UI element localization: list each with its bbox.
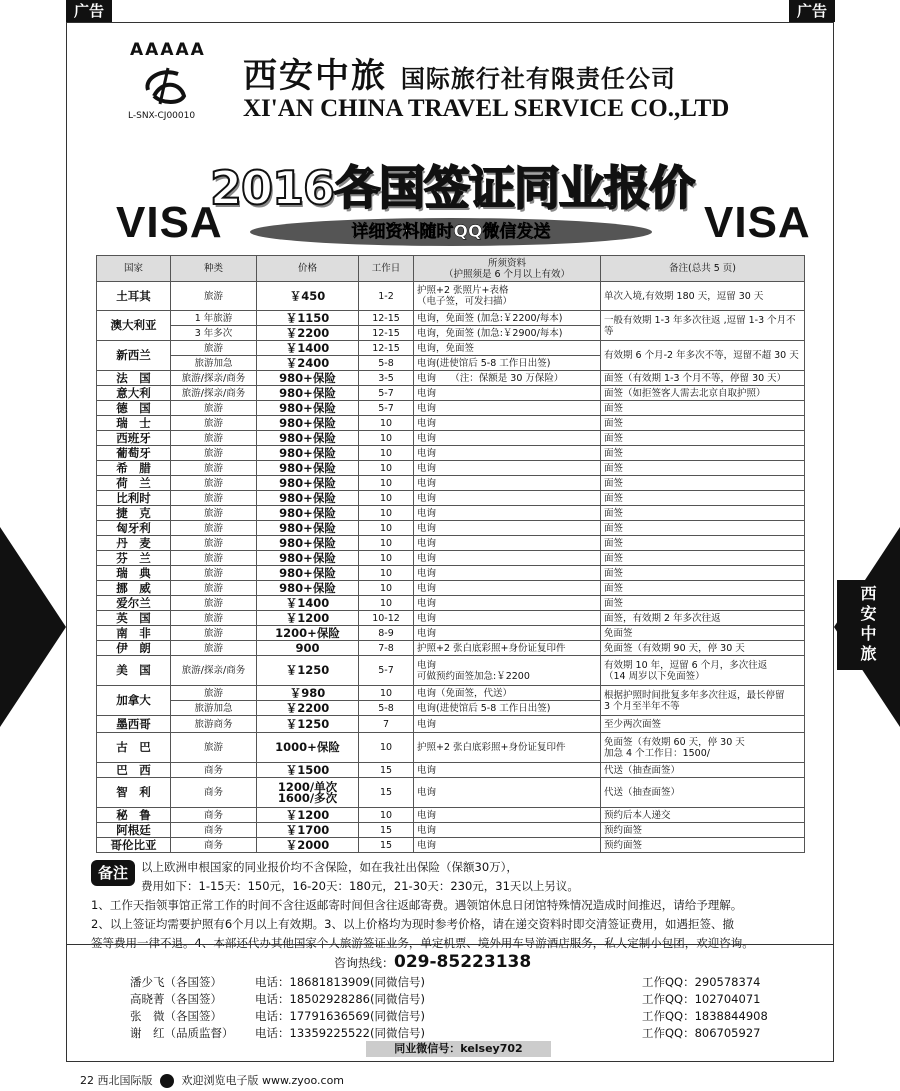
cell-kind: 旅游 bbox=[171, 611, 257, 626]
cell-note: 面签 bbox=[601, 506, 805, 521]
table-row bbox=[97, 401, 805, 416]
note-line: 费用如下：1-15天：150元，16-20天：180元，21-30天：230元，31天以上另议。 bbox=[141, 879, 579, 893]
cell-note: 面签，有效期 2 年多次往返 bbox=[601, 611, 805, 626]
cell-country: 智 利 bbox=[97, 778, 171, 808]
cell-days: 10 bbox=[359, 446, 414, 461]
cell-note: 免面签 bbox=[601, 626, 805, 641]
cell-note: 面签 bbox=[601, 476, 805, 491]
company-name-en: XI'AN CHINA TRAVEL SERVICE CO.,LTD bbox=[243, 95, 730, 122]
cell-country: 捷 克 bbox=[97, 506, 171, 521]
page-title: 2016各国签证同业报价 bbox=[210, 161, 695, 215]
cell-days: 3-5 bbox=[359, 371, 414, 386]
table-row bbox=[97, 838, 805, 853]
cell-price: 980+保险 bbox=[257, 431, 359, 446]
cell-kind: 旅游 bbox=[171, 341, 257, 356]
cell-docs: 电询 bbox=[414, 626, 601, 641]
cell-country: 新西兰 bbox=[97, 341, 171, 371]
cell-days: 10 bbox=[359, 581, 414, 596]
ribbon-text: 详细资料随时QQ微信发送 bbox=[351, 222, 551, 242]
table-row bbox=[97, 506, 805, 521]
cell-country: 丹 麦 bbox=[97, 536, 171, 551]
contact-phone[interactable]: 电话：18502928286(同微信号) bbox=[255, 992, 425, 1006]
hotline-label: 咨询热线： bbox=[334, 956, 395, 970]
cell-docs: 电询（免面签，代送） bbox=[414, 686, 601, 701]
cell-price: ￥1150 bbox=[257, 311, 359, 326]
cell-kind: 旅游 bbox=[171, 431, 257, 446]
table-row bbox=[97, 371, 805, 386]
cell-note: 有效期 10 年，逗留 6 个月，多次往返 （14 周岁以下免面签） bbox=[601, 656, 805, 686]
cell-docs: 电询 bbox=[414, 416, 601, 431]
cell-kind: 旅游 bbox=[171, 733, 257, 763]
cell-country: 古 巴 bbox=[97, 733, 171, 763]
cell-country: 荷 兰 bbox=[97, 476, 171, 491]
cell-days: 10 bbox=[359, 808, 414, 823]
cell-days: 5-8 bbox=[359, 356, 414, 371]
cell-days: 10 bbox=[359, 506, 414, 521]
cell-days: 8-9 bbox=[359, 626, 414, 641]
company-name-sub: 国际旅行社有限责任公司 bbox=[400, 64, 676, 93]
cell-docs: 电询 bbox=[414, 808, 601, 823]
contact-name: 高晓菁（各国签） bbox=[130, 992, 222, 1006]
cell-price: 980+保险 bbox=[257, 416, 359, 431]
cell-docs: 电询，免面签 (加急:￥2900/每本) bbox=[414, 326, 601, 341]
cell-country: 西班牙 bbox=[97, 431, 171, 446]
cell-price: ￥2400 bbox=[257, 356, 359, 371]
cell-kind: 旅游加急 bbox=[171, 701, 257, 716]
contact-qq: 工作QQ：1838844908 bbox=[642, 1009, 768, 1023]
cell-kind: 旅游 bbox=[171, 416, 257, 431]
cell-country: 德 国 bbox=[97, 401, 171, 416]
cell-note: 免面签（有效期 90 天，停 30 天 bbox=[601, 641, 805, 656]
visa-price-table bbox=[96, 255, 805, 853]
cell-country: 加拿大 bbox=[97, 686, 171, 716]
notes-section bbox=[91, 858, 821, 953]
cell-note: 面签 bbox=[601, 461, 805, 476]
cell-docs: 电询 bbox=[414, 521, 601, 536]
cell-note: 面签 bbox=[601, 416, 805, 431]
cell-price: ￥1250 bbox=[257, 716, 359, 733]
header-price: 价格 bbox=[257, 256, 359, 282]
note-line: 以上欧洲申根国家的同业报价均不含保险，如在我社出保险（保额30万）， bbox=[141, 860, 518, 874]
cell-country: 墨西哥 bbox=[97, 716, 171, 733]
cell-kind: 旅游 bbox=[171, 446, 257, 461]
company-name-cn bbox=[243, 48, 676, 97]
cell-kind: 旅游/探亲/商务 bbox=[171, 371, 257, 386]
cell-kind: 商务 bbox=[171, 823, 257, 838]
cell-note: 一般有效期 1-3 年多次往返 ,逗留 1-3 个月不等 bbox=[601, 311, 805, 341]
cell-price: ￥450 bbox=[257, 282, 359, 311]
cell-docs: 电询 bbox=[414, 596, 601, 611]
cell-price: 1000+保险 bbox=[257, 733, 359, 763]
footer-url[interactable]: www.zyoo.com bbox=[262, 1074, 345, 1087]
table-row bbox=[97, 808, 805, 823]
cell-country: 爱尔兰 bbox=[97, 596, 171, 611]
cell-price: 980+保险 bbox=[257, 371, 359, 386]
table-row bbox=[97, 566, 805, 581]
cell-kind: 旅游 bbox=[171, 626, 257, 641]
cell-note: 预约面签 bbox=[601, 838, 805, 853]
cell-country: 阿根廷 bbox=[97, 823, 171, 838]
cell-country: 法 国 bbox=[97, 371, 171, 386]
cell-note: 至少两次面签 bbox=[601, 716, 805, 733]
cell-kind: 旅游 bbox=[171, 282, 257, 311]
contact-list bbox=[130, 974, 790, 1042]
cell-note: 面签 bbox=[601, 596, 805, 611]
cell-country: 哥伦比亚 bbox=[97, 838, 171, 853]
page-footer bbox=[80, 1072, 344, 1088]
cell-price: 1200+保险 bbox=[257, 626, 359, 641]
cell-docs: 电询 bbox=[414, 581, 601, 596]
cell-kind: 旅游 bbox=[171, 581, 257, 596]
cell-note: 代送（抽查面签） bbox=[601, 763, 805, 778]
side-label-char: 安 bbox=[860, 604, 877, 623]
contact-name: 谢 红（品质监督） bbox=[130, 1026, 234, 1040]
cell-docs: 电询 bbox=[414, 476, 601, 491]
cell-price: 980+保险 bbox=[257, 491, 359, 506]
cell-docs: 电询 bbox=[414, 778, 601, 808]
table-row bbox=[97, 656, 805, 686]
cell-kind: 商务 bbox=[171, 808, 257, 823]
table-row bbox=[97, 686, 805, 701]
cell-docs: 电询 bbox=[414, 446, 601, 461]
cell-price: 980+保险 bbox=[257, 386, 359, 401]
cell-kind: 旅游 bbox=[171, 521, 257, 536]
cell-price: 900 bbox=[257, 641, 359, 656]
table-row bbox=[97, 282, 805, 311]
cell-note: 面签 bbox=[601, 551, 805, 566]
company-logo-icon bbox=[140, 60, 190, 108]
side-label-char: 中 bbox=[860, 624, 877, 643]
cell-days: 10-12 bbox=[359, 611, 414, 626]
cell-country: 意大利 bbox=[97, 386, 171, 401]
cell-note: 面签 bbox=[601, 566, 805, 581]
cell-country: 匈牙利 bbox=[97, 521, 171, 536]
table-header-row bbox=[97, 256, 805, 282]
cell-docs: 电询 bbox=[414, 838, 601, 853]
cell-docs: 电询 bbox=[414, 461, 601, 476]
cell-country: 希 腊 bbox=[97, 461, 171, 476]
cell-note: 代送（抽查面签） bbox=[601, 778, 805, 808]
cell-days: 5-7 bbox=[359, 386, 414, 401]
contact-row bbox=[130, 974, 790, 991]
cell-docs: 电询，免面签 (加急:￥2200/每本) bbox=[414, 311, 601, 326]
contact-row bbox=[130, 1025, 790, 1042]
note-line: 2、以上签证均需要护照有6个月以上有效期。3、以上价格均为现时参考价格，请在递交资料时即交清签证费用，如遇拒签、撤 bbox=[91, 917, 734, 931]
cell-price: ￥1500 bbox=[257, 763, 359, 778]
cell-kind: 旅游 bbox=[171, 686, 257, 701]
logo-rating: AAAAA bbox=[130, 40, 206, 60]
table-row bbox=[97, 461, 805, 476]
cell-kind: 3 年多次 bbox=[171, 326, 257, 341]
table-body bbox=[97, 282, 805, 853]
cell-docs: 电询(进使馆后 5-8 工作日出签) bbox=[414, 356, 601, 371]
contact-row bbox=[130, 1008, 790, 1025]
cell-price: 1200/单次 1600/多次 bbox=[257, 778, 359, 808]
cell-price: ￥1250 bbox=[257, 656, 359, 686]
cell-country: 秘 鲁 bbox=[97, 808, 171, 823]
cell-docs: 电询 bbox=[414, 763, 601, 778]
side-label-char: 西 bbox=[860, 584, 877, 603]
cell-country: 比利时 bbox=[97, 491, 171, 506]
cell-kind: 旅游 bbox=[171, 596, 257, 611]
divider bbox=[66, 944, 834, 945]
contact-name: 潘少飞（各国签） bbox=[130, 975, 222, 989]
table-row bbox=[97, 431, 805, 446]
contact-phone[interactable]: 电话：18681813909(同微信号) bbox=[255, 975, 425, 989]
table-row bbox=[97, 581, 805, 596]
cell-days: 10 bbox=[359, 733, 414, 763]
table-row bbox=[97, 626, 805, 641]
cell-note: 面签 bbox=[601, 401, 805, 416]
cell-days: 10 bbox=[359, 596, 414, 611]
cell-docs: 电询 bbox=[414, 491, 601, 506]
cell-days: 12-15 bbox=[359, 341, 414, 356]
cell-price: 980+保险 bbox=[257, 476, 359, 491]
cell-days: 10 bbox=[359, 521, 414, 536]
table-row bbox=[97, 763, 805, 778]
cell-kind: 旅游 bbox=[171, 401, 257, 416]
contact-name: 张 微（各国签） bbox=[130, 1009, 222, 1023]
cell-docs: 电询 bbox=[414, 611, 601, 626]
cell-kind: 旅游 bbox=[171, 536, 257, 551]
cell-kind: 旅游 bbox=[171, 566, 257, 581]
cell-price: 980+保险 bbox=[257, 401, 359, 416]
cell-days: 1-2 bbox=[359, 282, 414, 311]
cell-price: ￥1200 bbox=[257, 808, 359, 823]
notes-badge: 备注 bbox=[91, 860, 135, 886]
cell-days: 10 bbox=[359, 491, 414, 506]
cell-country: 瑞 士 bbox=[97, 416, 171, 431]
cell-country: 巴 西 bbox=[97, 763, 171, 778]
contact-row bbox=[130, 991, 790, 1008]
cell-country: 澳大利亚 bbox=[97, 311, 171, 341]
cell-price: ￥2200 bbox=[257, 701, 359, 716]
cell-price: 980+保险 bbox=[257, 536, 359, 551]
cell-docs: 电询 bbox=[414, 401, 601, 416]
header-kind: 种类 bbox=[171, 256, 257, 282]
hotline-number[interactable]: 029-85223138 bbox=[394, 952, 532, 972]
cell-days: 15 bbox=[359, 823, 414, 838]
cell-docs: 电询 bbox=[414, 823, 601, 838]
cell-note: 单次入境,有效期 180 天，逗留 30 天 bbox=[601, 282, 805, 311]
header-days: 工作日 bbox=[359, 256, 414, 282]
cell-price: 980+保险 bbox=[257, 521, 359, 536]
cell-country: 伊 朗 bbox=[97, 641, 171, 656]
cell-price: ￥1700 bbox=[257, 823, 359, 838]
cell-days: 10 bbox=[359, 551, 414, 566]
cell-docs: 电询，免面签 bbox=[414, 341, 601, 356]
cell-note: 面签 bbox=[601, 581, 805, 596]
cell-days: 10 bbox=[359, 566, 414, 581]
note-line: 1、工作天指领事馆正常工作的时间不含往返邮寄时间但含往返邮寄费。遇领馆休息日闭馆特殊情况造成时间推迟，请给予理解。 bbox=[91, 898, 743, 912]
cell-days: 10 bbox=[359, 416, 414, 431]
left-side-decoration bbox=[0, 527, 66, 727]
cell-kind: 旅游 bbox=[171, 461, 257, 476]
table-row bbox=[97, 521, 805, 536]
cell-country: 美 国 bbox=[97, 656, 171, 686]
cell-note: 有效期 6 个月-2 年多次不等，逗留不超 30 天 bbox=[601, 341, 805, 371]
company-name-main: 西安中旅 bbox=[243, 56, 387, 96]
cell-kind: 旅游 bbox=[171, 491, 257, 506]
table-row bbox=[97, 641, 805, 656]
cell-docs: 电询 bbox=[414, 551, 601, 566]
license-code: L-SNX-CJ00010 bbox=[128, 111, 196, 121]
cell-kind: 旅游加急 bbox=[171, 356, 257, 371]
cell-kind: 旅游商务 bbox=[171, 716, 257, 733]
cell-kind: 旅游/探亲/商务 bbox=[171, 386, 257, 401]
cell-price: 980+保险 bbox=[257, 566, 359, 581]
cell-note: 面签 bbox=[601, 431, 805, 446]
cell-price: ￥980 bbox=[257, 686, 359, 701]
cell-docs: 电询 bbox=[414, 716, 601, 733]
cell-docs: 电询 bbox=[414, 566, 601, 581]
cell-days: 10 bbox=[359, 476, 414, 491]
table-row bbox=[97, 311, 805, 326]
cell-country: 南 非 bbox=[97, 626, 171, 641]
cell-days: 10 bbox=[359, 461, 414, 476]
table-row bbox=[97, 491, 805, 506]
cell-price: ￥1200 bbox=[257, 611, 359, 626]
cell-country: 葡萄牙 bbox=[97, 446, 171, 461]
cell-kind: 旅游 bbox=[171, 506, 257, 521]
cell-days: 5-7 bbox=[359, 656, 414, 686]
table-row bbox=[97, 386, 805, 401]
contact-qq: 工作QQ：290578374 bbox=[642, 975, 761, 989]
cell-days: 15 bbox=[359, 838, 414, 853]
wechat-id: 同业微信号：kelsey702 bbox=[366, 1041, 551, 1057]
page-number: 22 bbox=[80, 1074, 94, 1087]
cell-country: 土耳其 bbox=[97, 282, 171, 311]
cell-days: 10 bbox=[359, 686, 414, 701]
ad-label-right: 广告 bbox=[789, 0, 835, 22]
contact-phone[interactable]: 电话：13359225522(同微信号) bbox=[255, 1026, 425, 1040]
cell-price: ￥2200 bbox=[257, 326, 359, 341]
cell-note: 面签 bbox=[601, 536, 805, 551]
cell-price: 980+保险 bbox=[257, 461, 359, 476]
cell-days: 10 bbox=[359, 431, 414, 446]
cell-days: 7-8 bbox=[359, 641, 414, 656]
cell-kind: 旅游 bbox=[171, 551, 257, 566]
cell-note: 面签 bbox=[601, 521, 805, 536]
cell-days: 5-7 bbox=[359, 401, 414, 416]
cell-kind: 旅游 bbox=[171, 476, 257, 491]
cell-price: ￥1400 bbox=[257, 341, 359, 356]
cell-kind: 商务 bbox=[171, 778, 257, 808]
table-row bbox=[97, 596, 805, 611]
cell-note: 预约后本人递交 bbox=[601, 808, 805, 823]
cell-docs: 电询 bbox=[414, 431, 601, 446]
cell-days: 7 bbox=[359, 716, 414, 733]
cell-price: 980+保险 bbox=[257, 446, 359, 461]
cell-docs: 电询 bbox=[414, 536, 601, 551]
cell-days: 5-8 bbox=[359, 701, 414, 716]
table-row bbox=[97, 778, 805, 808]
header-country: 国家 bbox=[97, 256, 171, 282]
cell-days: 15 bbox=[359, 778, 414, 808]
cell-docs: 护照+2 张白底彩照+身份证复印件 bbox=[414, 641, 601, 656]
cell-docs: 电询 （注：保额是 30 万保险） bbox=[414, 371, 601, 386]
table-row bbox=[97, 446, 805, 461]
cell-note: 面签 bbox=[601, 446, 805, 461]
ad-label-left: 广告 bbox=[66, 0, 112, 22]
cell-docs: 电询 可做预约面签加急:￥2200 bbox=[414, 656, 601, 686]
cell-kind: 旅游/探亲/商务 bbox=[171, 656, 257, 686]
magazine-logo-icon bbox=[160, 1074, 174, 1088]
cell-days: 10 bbox=[359, 536, 414, 551]
side-label bbox=[837, 580, 900, 670]
table-row bbox=[97, 551, 805, 566]
table-row bbox=[97, 611, 805, 626]
cell-kind: 商务 bbox=[171, 763, 257, 778]
cell-country: 芬 兰 bbox=[97, 551, 171, 566]
side-label-char: 旅 bbox=[860, 644, 877, 663]
edition-name: 西北国际版 bbox=[97, 1074, 153, 1087]
cell-docs: 电询 bbox=[414, 506, 601, 521]
table-row bbox=[97, 536, 805, 551]
contact-phone[interactable]: 电话：17791636569(同微信号) bbox=[255, 1009, 425, 1023]
visa-word-left: VISA bbox=[116, 198, 223, 247]
table-row bbox=[97, 416, 805, 431]
cell-note: 面签（如拒签客人需去北京自取护照） bbox=[601, 386, 805, 401]
cell-price: ￥1400 bbox=[257, 596, 359, 611]
hotline bbox=[334, 952, 531, 972]
cell-note: 面签 bbox=[601, 491, 805, 506]
cell-country: 挪 威 bbox=[97, 581, 171, 596]
table-row bbox=[97, 733, 805, 763]
cell-docs: 护照+2 张白底彩照+身份证复印件 bbox=[414, 733, 601, 763]
contact-qq: 工作QQ：102704071 bbox=[642, 992, 761, 1006]
header-docs: 所须资料 （护照须是 6 个月以上有效） bbox=[414, 256, 601, 282]
cell-note: 根据护照时间批复多年多次往返，最长停留 3 个月至半年不等 bbox=[601, 686, 805, 716]
table-row bbox=[97, 716, 805, 733]
table-row bbox=[97, 823, 805, 838]
cell-kind: 旅游 bbox=[171, 641, 257, 656]
contact-qq: 工作QQ：806705927 bbox=[642, 1026, 761, 1040]
table-row bbox=[97, 341, 805, 356]
cell-note: 免面签（有效期 60 天，停 30 天 加急 4 个工作日：1500/ bbox=[601, 733, 805, 763]
cell-kind: 1 年旅游 bbox=[171, 311, 257, 326]
cell-price: 980+保险 bbox=[257, 506, 359, 521]
cell-days: 12-15 bbox=[359, 311, 414, 326]
cell-days: 15 bbox=[359, 763, 414, 778]
visa-word-right: VISA bbox=[704, 198, 811, 247]
table-row bbox=[97, 476, 805, 491]
cell-kind: 商务 bbox=[171, 838, 257, 853]
cell-price: 980+保险 bbox=[257, 551, 359, 566]
cell-days: 12-15 bbox=[359, 326, 414, 341]
cell-note: 面签（有效期 1-3 个月不等，停留 30 天） bbox=[601, 371, 805, 386]
cell-docs: 护照+2 张照片+表格 （电子签，可发扫描） bbox=[414, 282, 601, 311]
cell-price: ￥2000 bbox=[257, 838, 359, 853]
cell-note: 预约面签 bbox=[601, 823, 805, 838]
cell-docs: 电询(进使馆后 5-8 工作日出签) bbox=[414, 701, 601, 716]
cell-price: 980+保险 bbox=[257, 581, 359, 596]
header-note: 备注(总共 5 页) bbox=[601, 256, 805, 282]
footer-slogan: 欢迎浏览电子版 bbox=[181, 1074, 259, 1087]
cell-country: 瑞 典 bbox=[97, 566, 171, 581]
note-line: 签等费用一律不退。4、本部还代办其他国家个人旅游签证业务，单定机票、境外用车导游酒店服务，私人定制小包团，欢迎咨询。 bbox=[91, 936, 754, 950]
cell-country: 英 国 bbox=[97, 611, 171, 626]
cell-docs: 电询 bbox=[414, 386, 601, 401]
